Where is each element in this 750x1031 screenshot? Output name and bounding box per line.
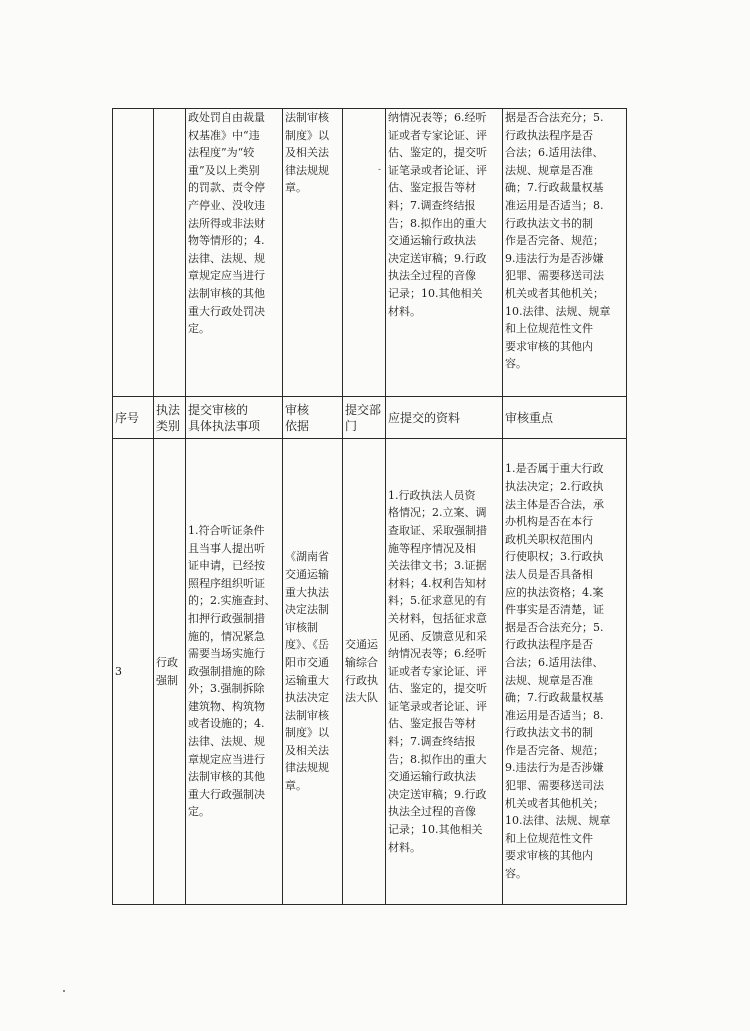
table-header-row	[113, 397, 627, 439]
continuation-focus-cell: 据是否合法充分；5. 行政执法程序是否 合法；6.适用法律、 法规、规章是否准 确；7.行政裁量权基 准运用是否适当；8. 行政执法文书的制 作是否完备、规范； 9.违法行为是否涉嫌 犯罪、需要移送司法 机关或者其他机关； 10.法律、法规、规章 和上位规范性文件 要求审核的其他内 容。	[503, 109, 627, 397]
continuation-matters-cell: 政处罚自由裁量 权基准》中“违 法程度”为“较 重”及以上类别 的罚款、责令停 产停业、没收违 法所得或非法财 物等情形的；4. 法律、法规、规 章规定应当进行 法制审核的其他 重大行政处罚决 定。	[186, 109, 283, 397]
scan-speck	[63, 990, 65, 992]
table-row-3	[113, 439, 627, 905]
row3-matters: 1.符合听证条件 且当事人提出听 证申请，已经按 照程序组织听证 的；2.实施查封、 扣押行政强制措 施的，情况紧急 需要当场实施行 政强制措施的除 外；3.强制拆除 建筑物、构筑物 或者设施的；4. 法律、法规、规 章规定应当进行 法制审核的其他 重大行政强制决 定。	[186, 439, 283, 905]
header-seq: 序号	[113, 397, 154, 439]
header-materials: 应提交的资料	[386, 397, 503, 439]
audit-items-table	[112, 108, 627, 905]
header-category: 执法 类别	[154, 397, 186, 439]
continuation-row	[113, 109, 627, 397]
stray-dash-mark: -	[378, 165, 382, 175]
continuation-materials-cell: 纳情况表等；6.经听 证或者专家论证、评 估、鉴定的，提交听 证笔录或者论证、评 估、鉴定报告等材 料；7.调查终结报 告；8.拟作出的重大 交通运输行政执法 决定送审稿；9.行政 执法全过程的音像 记录；10.其他相关 材料。	[386, 109, 503, 397]
continuation-category-cell	[154, 109, 186, 397]
row3-focus: 1.是否属于重大行政 执法决定；2.行政执 法主体是否合法，承 办机构是否在本行 政机关职权范围内 行使职权；3.行政执 法人员是否具备相 应的执法资格；4.案 件事实是否清楚，证 据是否合法充分；5. 行政执法程序是否 合法；6.适用法律、 法规、规章是否准 确；7.行政裁量权基 准运用是否适当；8. 行政执法文书的制 作是否完备、规范； 9.违法行为是否涉嫌 犯罪、需要移送司法 机关或者其他机关； 10.法律、法规、规章 和上位规范性文件 要求审核的其他内 容。	[503, 439, 627, 905]
continuation-seq-cell	[113, 109, 154, 397]
header-dept: 提交部 门	[343, 397, 386, 439]
row3-seq: 3	[113, 439, 154, 905]
continuation-basis-cell: 法制审核 制度》以 及相关法 律法规规 章。	[283, 109, 343, 397]
row3-dept: 交通运 输综合 行政执 法大队	[343, 439, 386, 905]
header-matters: 提交审核的 具体执法事项	[186, 397, 283, 439]
header-basis: 审核 依据	[283, 397, 343, 439]
header-focus: 审核重点	[503, 397, 627, 439]
continuation-dept-cell	[343, 109, 386, 397]
row3-materials: 1.行政执法人员资 格情况；2.立案、调 查取证、采取强制措 施等程序情况及相 关法律文书；3.证据 材料；4.权利告知材 料；5.征求意见的有 关材料，包括征求意 见函、反馈意见和采 纳情况表等；6.经听 证或者专家论证、评 估、鉴定的，提交听 证笔录或者论证、评 估、鉴定报告等材 料；7.调查终结报 告；8.拟作出的重大 交通运输行政执法 决定送审稿；9.行政 执法全过程的音像 记录；10.其他相关 材料。	[386, 439, 503, 905]
row3-category: 行政 强制	[154, 439, 186, 905]
row3-basis: 《湖南省 交通运输 重大执法 决定法制 审核制 度》、《岳 阳市交通 运输重大 执法决定 法制审核 制度》以 及相关法 律法规规 章。	[283, 439, 343, 905]
